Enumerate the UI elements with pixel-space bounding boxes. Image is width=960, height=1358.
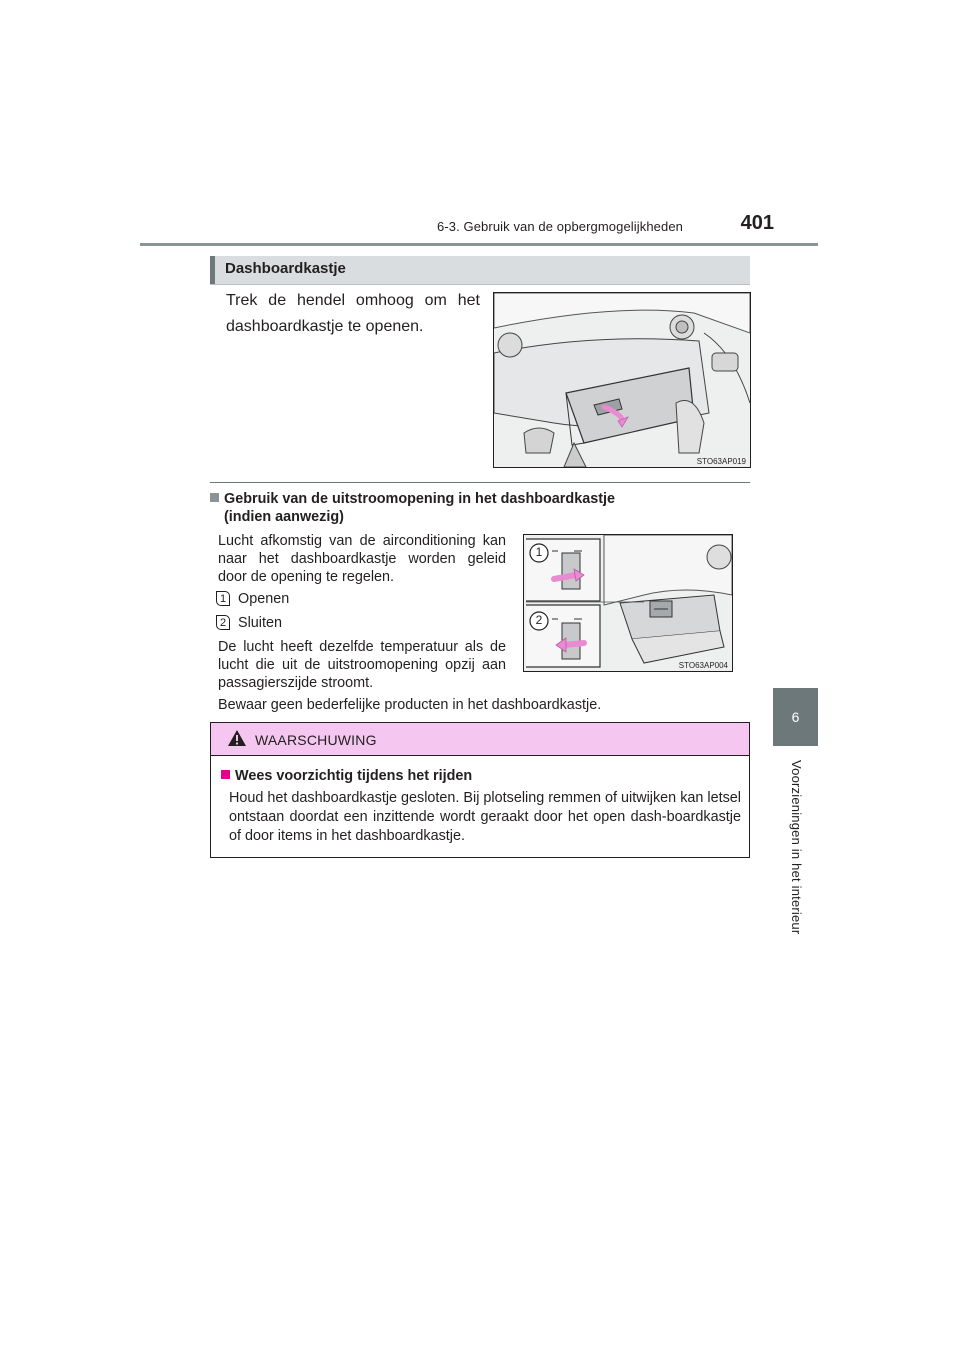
warning-title: WAARSCHUWING — [255, 732, 377, 748]
warning-subtitle-text: Wees voorzichtig tijdens het rijden — [235, 768, 473, 784]
temperature-note: De lucht heeft dezelfde temperatuur als de lucht die uit de uitstroomopening opzij aan passagierszijde stroomt. — [218, 639, 506, 691]
warning-bullet-icon — [221, 770, 230, 779]
chapter-side-label-text: Voorzieningen in het interieur — [788, 760, 804, 935]
subsection-title-line1: Gebruik van de uitstroomopening in het dashboardkastje — [224, 491, 616, 507]
vent-illustration — [524, 535, 732, 671]
intro-text: Trek de hendel omhoog om het dashboardkastje te openen. — [226, 292, 480, 335]
number-badge-1: 1 — [216, 591, 230, 606]
list-item-open-label: Openen — [238, 591, 290, 607]
figure-code: STO63AP004 — [678, 661, 728, 670]
glovebox-illustration — [494, 293, 750, 467]
number-badge-2: 2 — [216, 615, 230, 630]
warning-subtitle — [221, 768, 472, 784]
figure-label-2: 2 — [535, 613, 543, 627]
vent-figure — [523, 534, 733, 672]
list-item-close-label: Sluiten — [238, 615, 283, 631]
bullet-square-icon — [210, 493, 219, 502]
warning-triangle-icon — [227, 729, 247, 747]
storage-note: Bewaar geen bederfelijke producten in het dashboardkastje. — [218, 697, 602, 713]
list-item-open — [216, 590, 518, 608]
warning-header — [211, 723, 749, 756]
subsection-text: Lucht afkomstig van de airconditioning kan naar het dashboardkastje worden geleid door de opening te regelen. — [218, 533, 506, 585]
chapter-side-label — [773, 760, 818, 950]
figure-code: STO63AP019 — [696, 457, 746, 466]
list-item-close — [216, 614, 518, 632]
subsection-title-line2: (indien aanwezig) — [224, 509, 344, 525]
page-number: 401 — [740, 212, 774, 234]
figure-label-1: 1 — [535, 545, 543, 559]
glovebox-figure — [493, 292, 751, 468]
running-header: 6-3. Gebruik van de opbergmogelijkheden — [437, 219, 683, 234]
section-title-bar — [210, 256, 750, 285]
section-bar-accent — [210, 256, 215, 284]
header-rule — [140, 243, 818, 246]
warning-box — [210, 722, 750, 858]
chapter-tab: 6 — [773, 688, 818, 746]
warning-body: Houd het dashboardkastje gesloten. Bij plotseling remmen of uitwijken kan letsel ontstaan doordat een inzittende wordt geraakt door het open dash-boardkastje of door items in het dashboardkastje. — [229, 790, 741, 844]
section-divider — [210, 482, 750, 483]
subsection-heading — [210, 490, 750, 526]
section-title: Dashboardkastje — [225, 260, 346, 277]
